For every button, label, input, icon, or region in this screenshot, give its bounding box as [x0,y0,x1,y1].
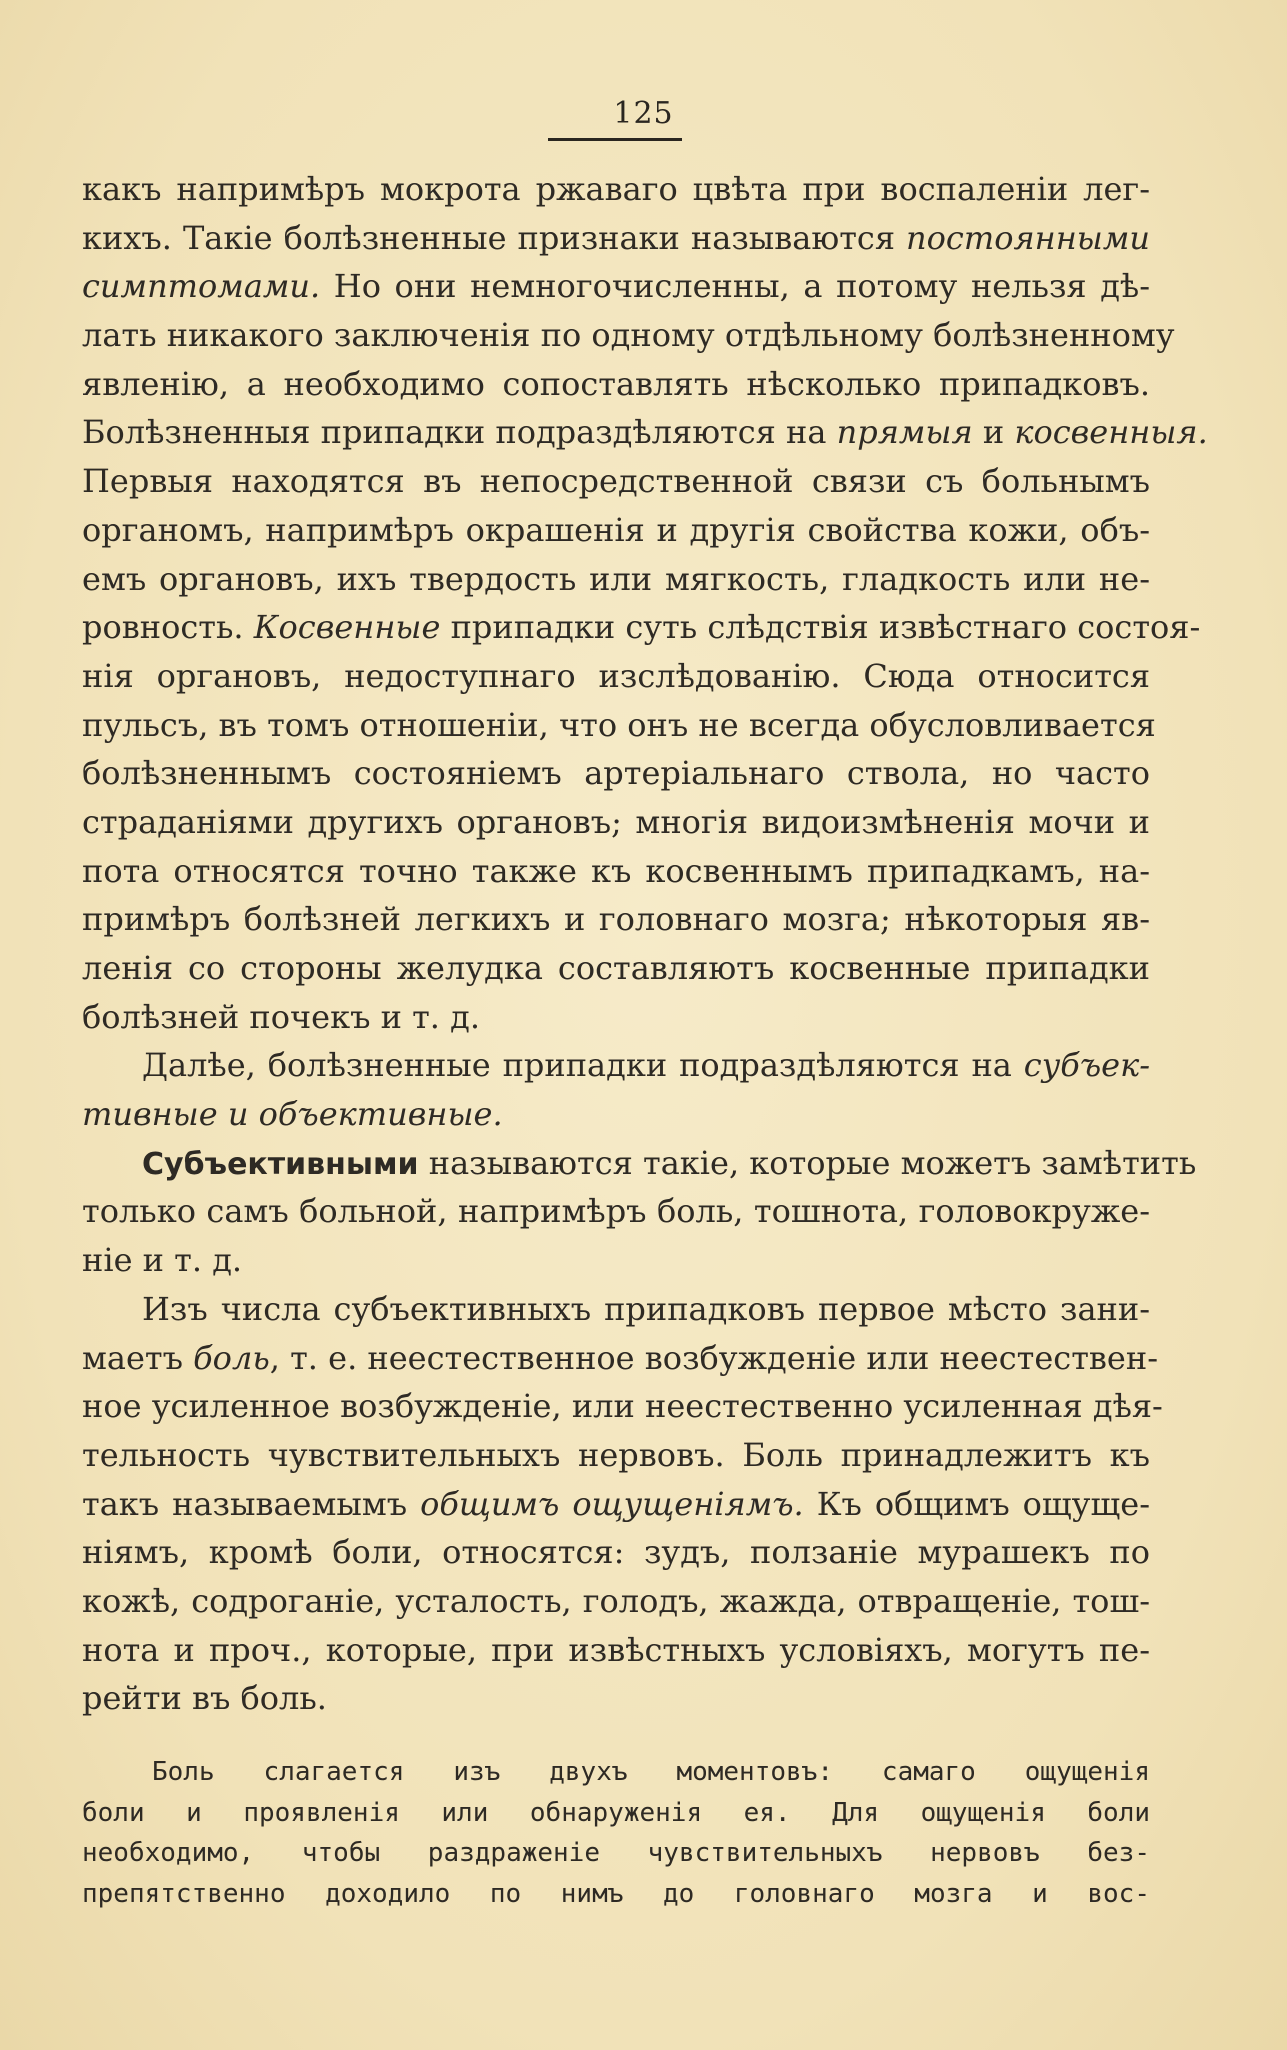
text-run: Изъ числа субъективныхъ припадковъ первое мѣсто зани- [142,1289,1150,1328]
italic-term: косвенныя. [1014,413,1208,452]
text-run: лать никакого заключенія по одному отдѣльному болѣзненному [82,316,1175,355]
text-run: припадки суть слѣдствія извѣстнаго состоя- [440,608,1201,647]
text-line [82,1480,1150,1529]
text-run: емъ органовъ, ихъ твердость или мягкость, гладкость или не- [82,559,1150,598]
text-run: Но они немногочисленны, а потому нельзя дѣ- [320,267,1150,306]
text-run: кихъ. Такіе болѣзненные признаки называются [82,218,907,257]
text-line [82,701,1156,750]
text-line [82,457,1150,506]
text-line [82,408,1208,457]
text-line [82,944,1150,993]
italic-term: общимъ ощущеніямъ. [420,1484,804,1523]
text-line [82,895,1150,944]
text-line [82,749,1150,798]
text-line [82,1431,1150,1480]
text-run: какъ напримѣръ мокрота ржаваго цвѣта при воспаленіи лег- [82,170,1150,208]
text-line [82,603,1201,652]
text-run: ленія со стороны желудка составляютъ косвенные припадки [82,949,1150,987]
text-run: Болѣзненныя припадки подраздѣляются на [82,413,837,452]
text-run: тельность чувствительныхъ нервовъ. Боль принадлежитъ къ [82,1435,1150,1474]
text-line [82,1285,1150,1334]
text-line [82,1528,1150,1577]
text-line [82,1041,1150,1090]
text-run: страданіями другихъ органовъ; многія видоизмѣненія мочи и [82,802,1150,841]
text-line [82,1334,1158,1383]
note-line: препятственно доходило по нимъ до головнаго мозга и вос- [82,1878,1150,1909]
text-run: примѣръ болѣзней легкихъ и головнаго мозга; нѣкоторыя яв- [82,900,1150,939]
footnote-text [82,1752,1150,1914]
text-run: ровность. [82,608,254,647]
text-run: Далѣе, болѣзненные припадки подраздѣляются на [142,1046,1024,1085]
text-line [82,652,1150,701]
text-run: нота и проч., которые, при извѣстныхъ условіяхъ, могутъ пе- [82,1630,1150,1669]
text-run: ніямъ, кромѣ боли, относятся: зудъ, ползаніе мурашекъ по [82,1533,1150,1572]
text-run: органомъ, напримѣръ окрашенія и другія свойства кожи, объ- [82,510,1150,549]
text-line [82,1382,1163,1431]
text-run: кожѣ, содроганіе, усталость, голодъ, жажда, отвращеніе, тош- [82,1581,1150,1620]
text-run: нія органовъ, недоступнаго изслѣдованію. Сюда относится [82,656,1150,695]
italic-term: симптомами. [82,267,321,306]
text-line [82,1577,1150,1626]
text-line [82,1187,1150,1236]
text-line [82,555,1150,604]
text-line [82,1090,1150,1139]
text-run: рейти въ боль. [82,1679,327,1718]
note-line: необходимо, чтобы раздраженіе чувствительныхъ нервовъ без- [82,1838,1150,1868]
text-line [82,798,1150,847]
text-run: ное усиленное возбужденіе, или неестественно усиленная дѣя- [82,1387,1163,1426]
text-line [82,506,1150,555]
text-run: пульсъ, въ томъ отношеніи, что онъ не всегда обусловливается [82,705,1156,744]
text-run: болѣзненнымъ состояніемъ артеріальнаго ствола, но часто [82,754,1150,793]
text-run: явленію, а необходимо сопоставлять нѣсколько припадковъ. [82,364,1150,403]
text-line [82,1236,1150,1285]
text-line [82,165,1150,214]
text-run: такъ называемымъ [82,1484,421,1523]
text-line [82,1674,1150,1723]
text-run: болѣзней почекъ и т. д. [82,997,481,1036]
text-run: и [972,413,1015,452]
text-run: называются такіе, которые можетъ замѣтить [418,1143,1197,1182]
bold-term: Субъективными [142,1146,419,1182]
text-line [82,360,1150,409]
text-run: только самъ больной, напримѣръ боль, тошнота, головокруже- [82,1192,1150,1231]
text-line [82,1626,1150,1675]
text-run: , т. е. неестественное возбужденіе или неестествен- [269,1338,1158,1377]
text-line [82,311,1175,360]
text-line [82,214,1150,263]
italic-term: Косвенные [253,608,441,647]
page-number: 125 [613,96,674,131]
text-line [82,262,1150,311]
note-line: Боль слагается изъ двухъ моментовъ: самаго ощущенія [152,1757,1150,1787]
italic-term: субъек- [1023,1046,1150,1085]
text-run: Къ общимъ ощуще- [803,1484,1150,1523]
italic-term: постоянными [906,218,1150,257]
note-line: боли и проявленія или обнаруженія ея. Для ощущенія боли [82,1797,1150,1828]
text-run: маетъ [82,1338,194,1377]
text-line [82,847,1150,896]
italic-term: боль [193,1338,270,1377]
text-line [82,993,1150,1042]
main-text [82,165,1208,1723]
italic-term: тивные и объективные. [82,1095,503,1134]
text-run: пота относятся точно также къ косвеннымъ припадкамъ, на- [82,851,1150,890]
text-run: ніе и т. д. [82,1241,243,1280]
page-number-rule [548,138,682,141]
italic-term: прямыя [836,413,973,452]
text-run: Первыя находятся въ непосредственной связи съ больнымъ [82,462,1150,501]
text-line [82,1139,1197,1188]
